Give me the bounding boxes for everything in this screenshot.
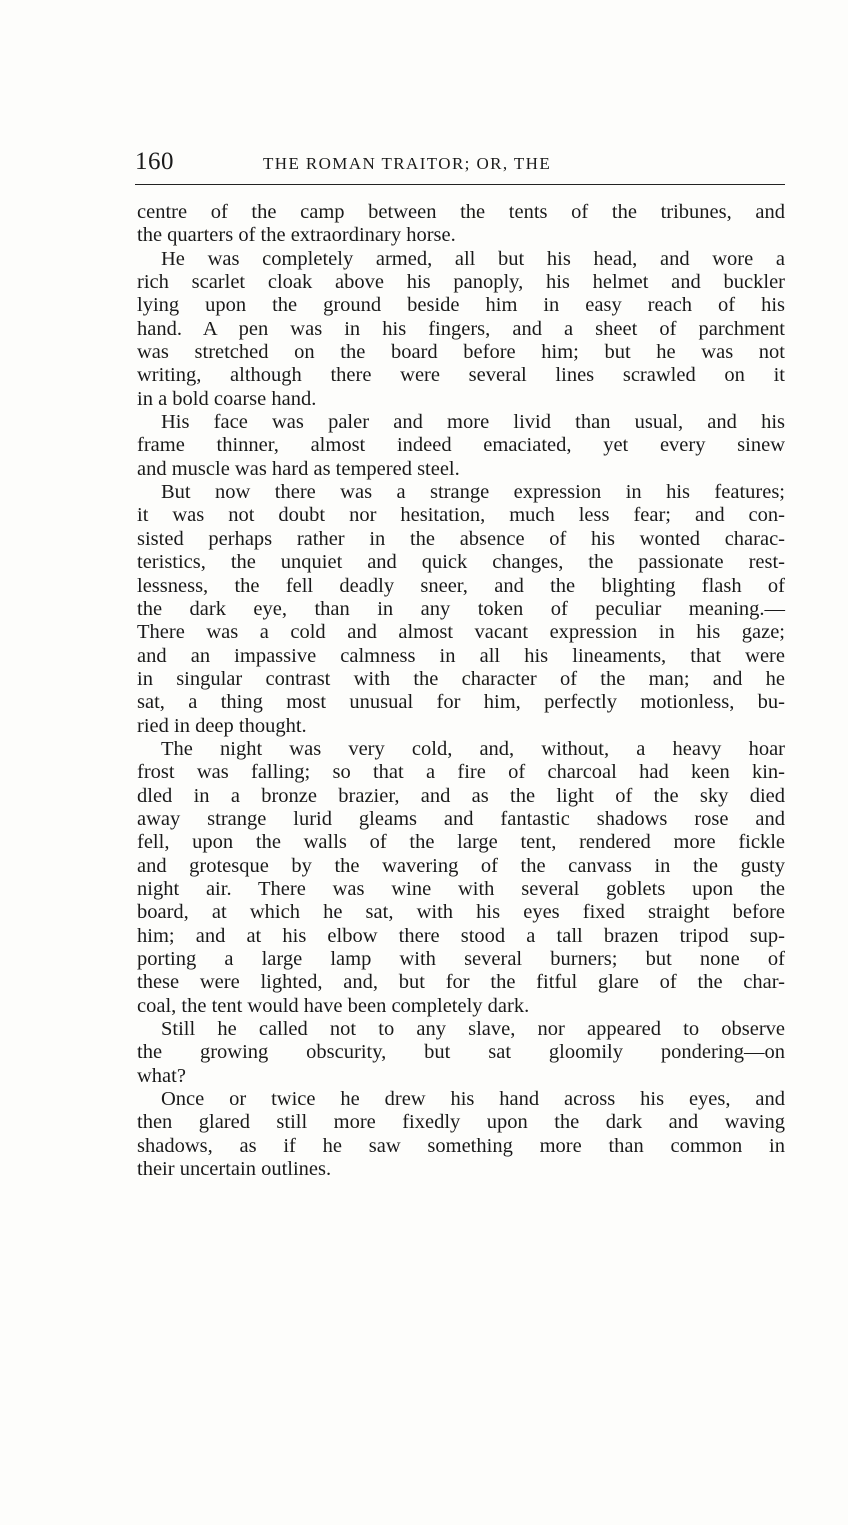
text-line: the dark eye, than in any token of peculiar meaning.— xyxy=(137,597,785,620)
text-line: was stretched on the board before him; but he was not xyxy=(137,341,785,364)
text-line: frost was falling; so that a fire of charcoal had keen kin- xyxy=(137,761,785,784)
text-line: it was not doubt nor hesitation, much less fear; and con- xyxy=(137,504,785,527)
text-line: He was completely armed, all but his head, and wore a xyxy=(161,247,785,270)
text-line: lying upon the ground beside him in easy reach of his xyxy=(137,294,785,317)
paragraph xyxy=(137,481,785,738)
text-line: shadows, as if he saw something more than common in xyxy=(137,1134,785,1157)
text-line: lessness, the fell deadly sneer, and the blighting flash of xyxy=(137,574,785,597)
text-line: His face was paler and more livid than usual, and his xyxy=(161,411,785,434)
text-line: and grotesque by the wavering of the canvass in the gusty xyxy=(137,854,785,877)
text-line: what? xyxy=(137,1064,186,1087)
text-line: in a bold coarse hand. xyxy=(137,387,317,410)
text-line: board, at which he sat, with his eyes fixed straight before xyxy=(137,901,785,924)
body-text xyxy=(137,201,785,1181)
text-line: and an impassive calmness in all his lineaments, that were xyxy=(137,644,785,667)
text-line: night air. There was wine with several goblets upon the xyxy=(137,877,785,900)
text-line: Still he called not to any slave, nor appeared to observe xyxy=(161,1018,785,1041)
paragraph xyxy=(137,738,785,1018)
text-line: teristics, the unquiet and quick changes, the passionate rest- xyxy=(137,551,785,574)
text-line: sisted perhaps rather in the absence of his wonted charac- xyxy=(137,527,785,550)
text-line: fell, upon the walls of the large tent, rendered more fickle xyxy=(137,831,785,854)
text-line: Once or twice he drew his hand across his eyes, and xyxy=(161,1088,785,1111)
text-line: The night was very cold, and, without, a heavy hoar xyxy=(161,737,785,760)
running-title: THE ROMAN TRAITOR; OR, THE xyxy=(263,154,552,173)
text-line: centre of the camp between the tents of the tribunes, and xyxy=(137,201,785,223)
text-line: in singular contrast with the character of the man; and he xyxy=(137,667,785,690)
text-line: sat, a thing most unusual for him, perfectly motionless, bu- xyxy=(137,691,785,714)
text-line: rich scarlet cloak above his panoply, his helmet and buckler xyxy=(137,271,785,294)
text-line: There was a cold and almost vacant expression in his gaze; xyxy=(137,621,785,644)
text-line: him; and at his elbow there stood a tall brazen tripod sup- xyxy=(137,924,785,947)
paragraph xyxy=(137,1088,785,1181)
paragraph xyxy=(137,411,785,481)
text-line: their uncertain outlines. xyxy=(137,1158,332,1181)
text-line: away strange lurid gleams and fantastic shadows rose and xyxy=(137,807,785,830)
text-line: these were lighted, and, but for the fitful glare of the char- xyxy=(137,971,785,994)
paragraph xyxy=(137,1018,785,1088)
text-line: the growing obscurity, but sat gloomily pondering—on xyxy=(137,1041,785,1064)
text-line: coal, the tent would have been completely dark. xyxy=(137,994,530,1017)
text-line: porting a large lamp with several burners; but none of xyxy=(137,948,785,970)
text-line: then glared still more fixedly upon the dark and waving xyxy=(137,1111,785,1134)
text-line: ried in deep thought. xyxy=(137,714,307,737)
text-line: and muscle was hard as tempered steel. xyxy=(137,457,460,480)
text-line: dled in a bronze brazier, and as the light of the sky died xyxy=(137,784,785,807)
text-line: the quarters of the extraordinary horse. xyxy=(137,224,456,247)
text-line: writing, although there were several lines scrawled on it xyxy=(137,364,785,387)
text-line: frame thinner, almost indeed emaciated, yet every sinew xyxy=(137,434,785,457)
page-number: 160 xyxy=(135,148,174,175)
paragraph xyxy=(137,201,785,248)
text-line: hand. A pen was in his fingers, and a sheet of parchment xyxy=(137,317,785,340)
text-line: But now there was a strange expression in his features; xyxy=(161,481,785,504)
running-head xyxy=(135,148,785,185)
paragraph xyxy=(137,248,785,411)
